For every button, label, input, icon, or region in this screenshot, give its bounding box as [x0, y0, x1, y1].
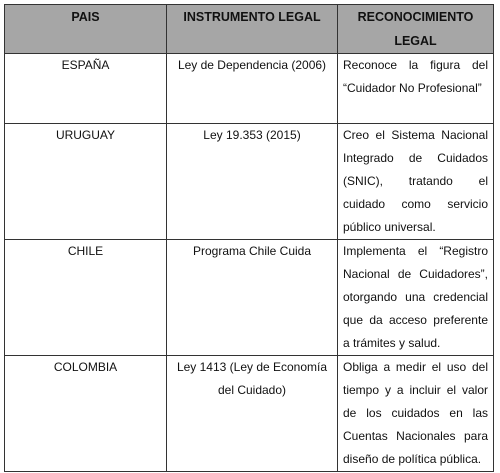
header-row — [5, 5, 494, 54]
table-row — [5, 54, 494, 124]
cell-country: ESPAÑA — [5, 54, 167, 124]
legal-recognition-table — [4, 4, 494, 472]
cell-instrument: Ley 1413 (Ley de Economía del Cuidado) — [167, 356, 338, 472]
table-body — [5, 54, 494, 472]
cell-instrument: Ley 19.353 (2015) — [167, 124, 338, 240]
cell-instrument: Programa Chile Cuida — [167, 240, 338, 356]
cell-recognition: Reconoce la figura del “Cuidador No Profesional” — [338, 54, 494, 124]
cell-country: CHILE — [5, 240, 167, 356]
table-row — [5, 240, 494, 356]
cell-recognition: Creo el Sistema Nacional Integrado de Cuidados (SNIC), tratando el cuidado como servicio público universal. — [338, 124, 494, 240]
table-row — [5, 124, 494, 240]
header-instrument: INSTRUMENTO LEGAL — [167, 5, 338, 54]
table-row — [5, 356, 494, 472]
cell-recognition: Obliga a medir el uso del tiempo y a incluir el valor de los cuidados en las Cuentas Nacionales para diseño de política pública. — [338, 356, 494, 472]
table-header — [5, 5, 494, 54]
cell-country: COLOMBIA — [5, 356, 167, 472]
cell-recognition: Implementa el “Registro Nacional de Cuidadores”, otorgando una credencial que da acceso preferente a trámites y salud. — [338, 240, 494, 356]
cell-instrument: Ley de Dependencia (2006) — [167, 54, 338, 124]
header-country: PAIS — [5, 5, 167, 54]
header-recognition: RECONOCIMIENTO LEGAL — [338, 5, 494, 54]
cell-country: URUGUAY — [5, 124, 167, 240]
